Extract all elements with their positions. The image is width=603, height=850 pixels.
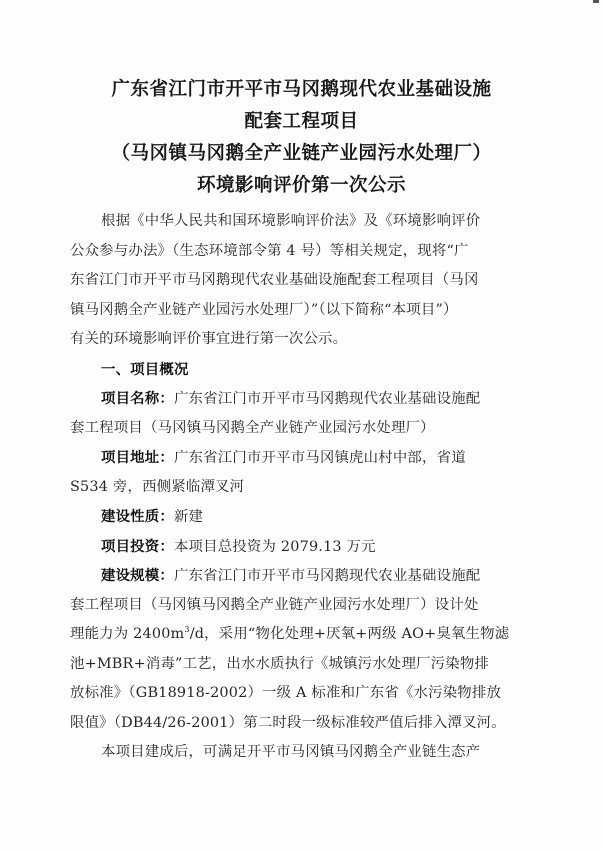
project-investment-row: [70, 532, 546, 562]
project-investment-value: 本项目总投资为 2079.13 万元: [173, 538, 376, 555]
intro-line: 公众参与办法》（生态环境部令第 4 号）等相关规定，现将“广: [70, 242, 469, 259]
closing-paragraph-line: 本项目建成后，可满足开平市马冈镇马冈鹅全产业链生态产: [101, 744, 481, 760]
intro-line: 东省江门市开平市马冈鹅现代农业基础设施配套工程项目（马冈: [70, 272, 479, 288]
project-name-value: 广东省江门市开平市马冈鹅现代农业基础设施配: [173, 391, 481, 407]
construction-scale-line: [70, 620, 546, 650]
construction-scale-row: [70, 561, 546, 591]
title-line-3: （马冈镇马冈鹅全产业链产业园污水处理厂）: [111, 143, 492, 164]
project-address-row: [70, 443, 546, 473]
section-heading-text: 一、项目概况: [101, 360, 189, 378]
construction-scale-line: 限值》（DB44/26-2001）第二时段一级标准较严值后排入潭叉河。: [70, 714, 506, 731]
construction-scale-line: 池+MBR+消毒”工艺，出水水质执行《城镇污水处理厂污染物排: [70, 655, 489, 672]
section-heading-overview: [70, 355, 546, 385]
intro-line: 镇马冈鹅全产业链产业园污水处理厂）”（以下简称“本项目”）: [70, 301, 458, 318]
document-title: [40, 74, 563, 202]
construction-nature-label: 建设性质：: [101, 508, 174, 525]
project-name-continued: 套工程项目（马冈镇马冈鹅全产业链产业园污水处理厂）: [70, 419, 435, 436]
construction-scale-label: 建设规模：: [101, 567, 174, 584]
document-body: [70, 207, 546, 768]
capacity-superscript: 3: [184, 625, 190, 635]
title-line-2: 配套工程项目: [244, 111, 359, 132]
construction-scale-value: 广东省江门市开平市马冈鹅现代农业基础设施配: [173, 568, 481, 584]
capacity-text: 理能力为 2400m: [70, 626, 185, 642]
project-name-label: 项目名称：: [101, 390, 174, 407]
title-line-4: 环境影响评价第一次公示: [196, 175, 406, 196]
construction-nature-row: [70, 502, 546, 532]
construction-nature-value: 新建: [173, 509, 204, 525]
intro-line: 有关的环境影响评价事宜进行第一次公示。: [70, 331, 348, 347]
project-address-continued: S534 旁，西侧紧临潭叉河: [70, 478, 245, 495]
project-address-value: 广东省江门市开平市马冈镇虎山村中部，省道: [173, 450, 466, 466]
title-line-1: 广东省江门市开平市马冈鹅现代农业基础设施: [111, 79, 492, 100]
intro-line: 根据《中华人民共和国环境影响评价法》及《环境影响评价: [101, 213, 481, 229]
project-investment-label: 项目投资：: [101, 537, 174, 555]
project-name-row: [70, 384, 546, 414]
process-text: /d，采用“物化处理+厌氧+两级 AO+臭氧生物滤: [189, 626, 510, 642]
construction-scale-line: 套工程项目（马冈镇马冈鹅全产业链产业园污水处理厂）设计处: [70, 596, 479, 613]
construction-scale-line: 放标准》（GB18918-2002）一级 A 标准和广东省《水污染物排放: [70, 685, 502, 701]
project-address-label: 项目地址：: [101, 449, 174, 466]
scan-corner-mark: [593, 0, 599, 3]
